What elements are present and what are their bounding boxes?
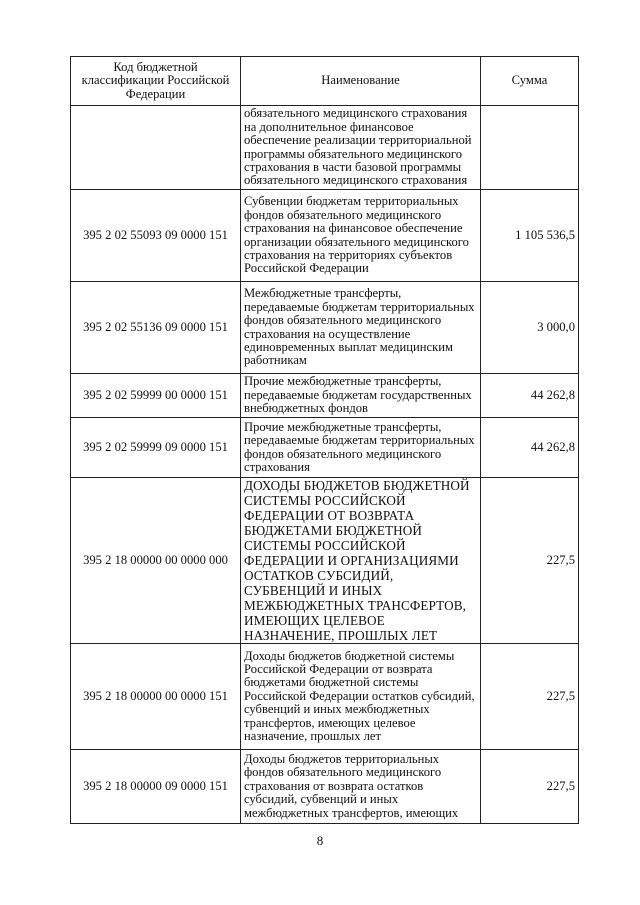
row-code: 395 2 02 55136 09 0000 151 <box>71 282 241 374</box>
header-code: Код бюджетной классификации Российской Федерации <box>71 57 241 106</box>
budget-table <box>70 56 579 824</box>
table-row <box>71 282 579 374</box>
table-row <box>71 478 579 644</box>
row-sum: 227,5 <box>481 644 579 750</box>
row-code <box>71 106 241 190</box>
table-row <box>71 750 579 824</box>
row-name: Межбюджетные трансферты, передаваемые бюджетам территориальных фондов обязательного медицинского страхования на осуществление единовременных выплат медицинским работникам <box>241 282 481 374</box>
row-sum: 227,5 <box>481 750 579 824</box>
row-name: Прочие межбюджетные трансферты, передаваемые бюджетам территориальных фондов обязательного медицинского страхования <box>241 418 481 478</box>
row-code: 395 2 02 59999 00 0000 151 <box>71 374 241 418</box>
table-header-row <box>71 57 579 106</box>
header-sum: Сумма <box>481 57 579 106</box>
row-name: Доходы бюджетов бюджетной системы Российской Федерации от возврата бюджетами бюджетной системы Российской Федерации остатков субсидий, субвенций и иных межбюджетных трансфертов, имеющих целевое назначение, прошлых лет <box>241 644 481 750</box>
row-name: Доходы бюджетов территориальных фондов обязательного медицинского страхования от возврата остатков субсидий, субвенций и иных межбюджетных трансфертов, имеющих <box>241 750 481 824</box>
table-row <box>71 190 579 282</box>
row-sum: 227,5 <box>481 478 579 644</box>
row-code: 395 2 18 00000 00 0000 151 <box>71 644 241 750</box>
table-row <box>71 644 579 750</box>
row-sum: 3 000,0 <box>481 282 579 374</box>
row-name: Субвенции бюджетам территориальных фондов обязательного медицинского страхования на финансовое обеспечение организации обязательного медицинского страхования на территориях субъектов Российской Федерации <box>241 190 481 282</box>
row-name: обязательного медицинского страхования на дополнительное финансовое обеспечение реализации территориальной программы обязательного медицинского страхования в части базовой программы обязательного медицинского страхования <box>241 106 481 190</box>
page-number: 8 <box>316 833 324 848</box>
row-sum: 44 262,8 <box>481 374 579 418</box>
table-row <box>71 418 579 478</box>
row-code: 395 2 18 00000 09 0000 151 <box>71 750 241 824</box>
row-code: 395 2 18 00000 00 0000 000 <box>71 478 241 644</box>
table-row <box>71 106 579 190</box>
table-row <box>71 374 579 418</box>
row-sum <box>481 106 579 190</box>
row-code: 395 2 02 55093 09 0000 151 <box>71 190 241 282</box>
row-name: ДОХОДЫ БЮДЖЕТОВ БЮДЖЕТНОЙ СИСТЕМЫ РОССИЙСКОЙ ФЕДЕРАЦИИ ОТ ВОЗВРАТА БЮДЖЕТАМИ БЮДЖЕТНОЙ СИСТЕМЫ РОССИЙСКОЙ ФЕДЕРАЦИИ И ОРГАНИЗАЦИЯМИ ОСТАТКОВ СУБСИДИЙ, СУБВЕНЦИЙ И ИНЫХ МЕЖБЮДЖЕТНЫХ ТРАНСФЕРТОВ, ИМЕЮЩИХ ЦЕЛЕВОЕ НАЗНАЧЕНИЕ, ПРОШЛЫХ ЛЕТ <box>241 478 481 644</box>
row-sum: 44 262,8 <box>481 418 579 478</box>
row-sum: 1 105 536,5 <box>481 190 579 282</box>
row-name: Прочие межбюджетные трансферты, передаваемые бюджетам государственных внебюджетных фондов <box>241 374 481 418</box>
row-code: 395 2 02 59999 09 0000 151 <box>71 418 241 478</box>
header-name: Наименование <box>241 57 481 106</box>
